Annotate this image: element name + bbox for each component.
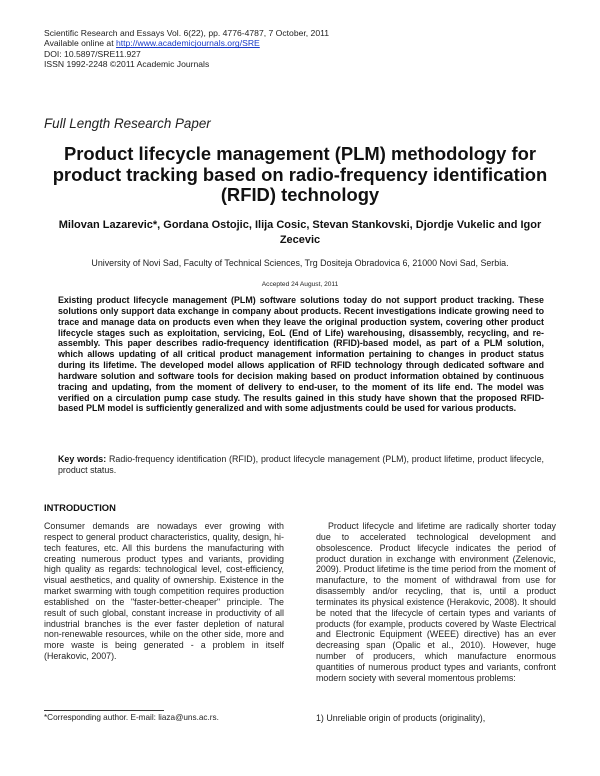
section-heading-introduction: INTRODUCTION <box>44 502 116 513</box>
abstract: Existing product lifecycle management (PLM) software solutions today do not support product tracking. These solutions only support data exchange in company about products. Recent investigations indicate growing need to trace and manage data on products even when they leave the original production system, covering other product lifecycle stages such as exploitation, servicing, EoL (End of Life) warehousing, disassembly, recycling, and re-assembly. This paper describes radio-frequency identification (RFID)-based model, as part of a PLM solution, which allows updating of all critical product management information pertaining to changes in product status during its lifetime. The developed model allows application of RFID technology through dedicated software and hardware solution and software tools for decision making based on product information obtained by continuous tracing and updating, from the moment of delivery to end-user, to the moment of its life end. The model was verified on a circulation pump case study. The results gained in this study have shown that the proposed RFID-based PLM model is sufficiently generalized and with some adjustments could be used for various products. <box>58 295 544 414</box>
list-item: 1) Unreliable origin of products (originality), <box>316 713 486 723</box>
availability-prefix: Available online at <box>44 38 116 49</box>
paper-type: Full Length Research Paper <box>44 116 211 131</box>
doi: DOI: 10.5897/SRE11.927 <box>44 48 141 59</box>
footnote-divider <box>44 710 164 711</box>
accepted-date: Accepted 24 August, 2011 <box>261 281 339 288</box>
availability-line <box>44 38 329 48</box>
intro-paragraph-1: Consumer demands are nowadays ever growing with respect to general product characteristics, quality, design, hi-tech features, etc. All this burdens the manufacturing with creating numerous product types and variants, providing high quality as regards: technological level, cost-efficiency, visual aesthetics, and quality of ownership. Existence in the market swarming with tough competition requires production established on the "faster-better-cheaper" principle. The result of such global, constant increase in productivity of all industrial branches is the ever faster depletion of natural non-renewable resources, while on the other side, more and more waste is being generated - a problem in itself (Herakovic, 2007). <box>44 521 284 662</box>
keywords-text: Radio-frequency identification (RFID), product lifecycle management (PLM), product lifetime, product lifecycle, product status. <box>58 454 544 475</box>
left-column <box>44 521 284 662</box>
intro-paragraph-2: Product lifecycle and lifetime are radically shorter today due to accelerated technological development and obsolescence. Product lifecycle indicates the period of product duration in exchange with environment (Zelenovic, 2009). Product lifetime is the time period from the moment of manufacture, to the moment of withdrawal from use for disassembly and/or recycling, that is, until a product terminates its physical existence (Herakovic, 2008). It should be noted that the lifecycle of certain types and variants of products (for example, products covered by Waste Electrical and Electronic Equipment (WEEE) directive) has an ever decreasing span (Opalic et al., 2010). However, huge number of producers, which manufacture enormous quantities of numerous product types and variants, confront modern society with several momentous problems: <box>316 521 556 683</box>
paper-title: Product lifecycle management (PLM) methodology for product tracking based on radio-frequency identification (RFID) technology <box>52 143 548 205</box>
affiliation: University of Novi Sad, Faculty of Technical Sciences, Trg Dositeja Obradovica 6, 21000 Novi Sad, Serbia. <box>91 258 509 268</box>
keywords <box>58 454 544 476</box>
journal-info <box>44 28 329 69</box>
right-column <box>316 521 556 684</box>
journal-citation: Scientific Research and Essays Vol. 6(22), pp. 4776-4787, 7 October, 2011 <box>44 28 330 38</box>
journal-url-link[interactable]: http://www.academicjournals.org/SRE <box>116 38 260 49</box>
keywords-label: Key words: <box>58 454 107 464</box>
author-list: Milovan Lazarevic*, Gordana Ostojic, Ilija Cosic, Stevan Stankovski, Djordje Vukelic and Igor Zecevic <box>58 219 542 246</box>
footnote-corresponding-author: *Corresponding author. E-mail: liaza@uns.ac.rs. <box>44 713 219 722</box>
issn: ISSN 1992-2248 ©2011 Academic Journals <box>44 58 210 69</box>
